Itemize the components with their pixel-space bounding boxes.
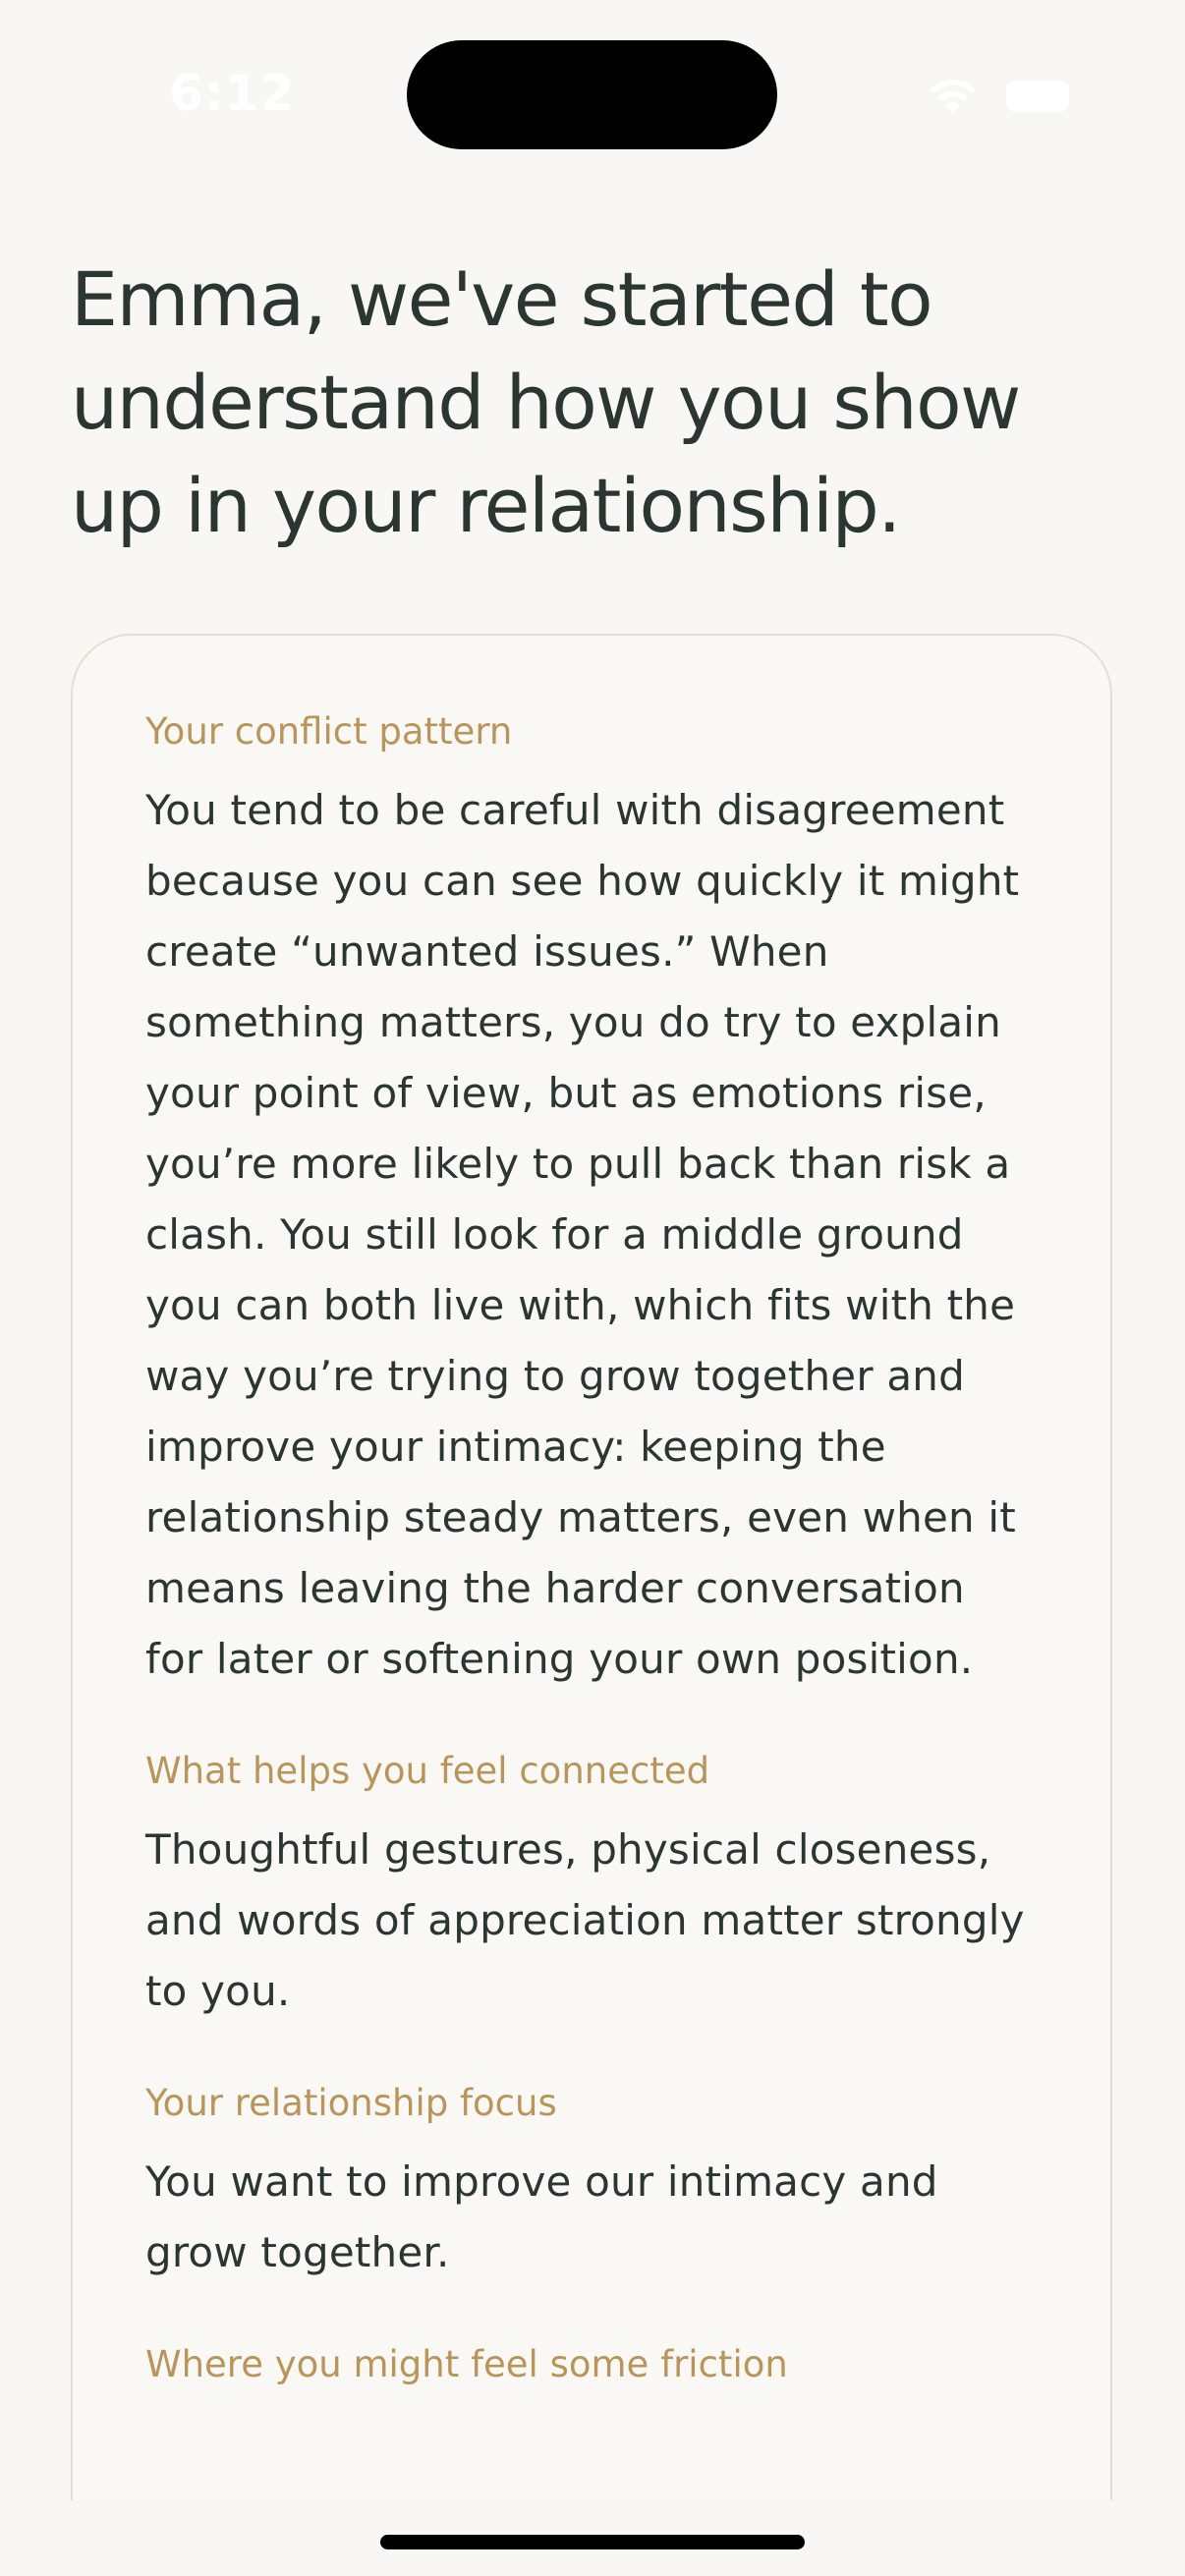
section-label: Where you might feel some friction xyxy=(145,2343,788,2385)
home-indicator[interactable] xyxy=(380,2535,805,2549)
status-time: 6:12 xyxy=(169,65,296,122)
status-bar xyxy=(0,0,1185,147)
section-body: You tend to be careful with disagreement because you can see how quickly it might create “unwanted issues.” When something matters, you do try to explain your point of view, but as emotions rise, you’re more likely to pull back than risk a clash. You still look for a middle ground you can both live with, which fits with the way you’re trying to grow together and improve your intimacy: keeping the relationship steady matters, even when it means leaving the harder conversation for later or softening your own position. xyxy=(145,786,1020,1683)
section-body: Thoughtful gestures, physical closeness, and words of appreciation matter strongly to you. xyxy=(145,1825,1025,2015)
insight-card-content xyxy=(145,710,1030,2408)
wifi-icon xyxy=(929,76,978,115)
section-label: Your conflict pattern xyxy=(145,710,513,753)
section-label: What helps you feel connected xyxy=(145,1750,710,1792)
section-conflict-pattern xyxy=(145,710,1030,1695)
section-connected xyxy=(145,1750,1030,2027)
section-friction xyxy=(145,2343,1030,2386)
section-body: You want to improve our intimacy and grow together. xyxy=(145,2157,938,2276)
page-title: Emma, we've started to understand how you show up in your relationship. xyxy=(71,255,1020,549)
section-label: Your relationship focus xyxy=(145,2082,557,2124)
battery-icon xyxy=(1006,81,1069,112)
dynamic-island xyxy=(407,40,777,149)
insight-card xyxy=(71,634,1112,2500)
section-relationship-focus xyxy=(145,2082,1030,2288)
